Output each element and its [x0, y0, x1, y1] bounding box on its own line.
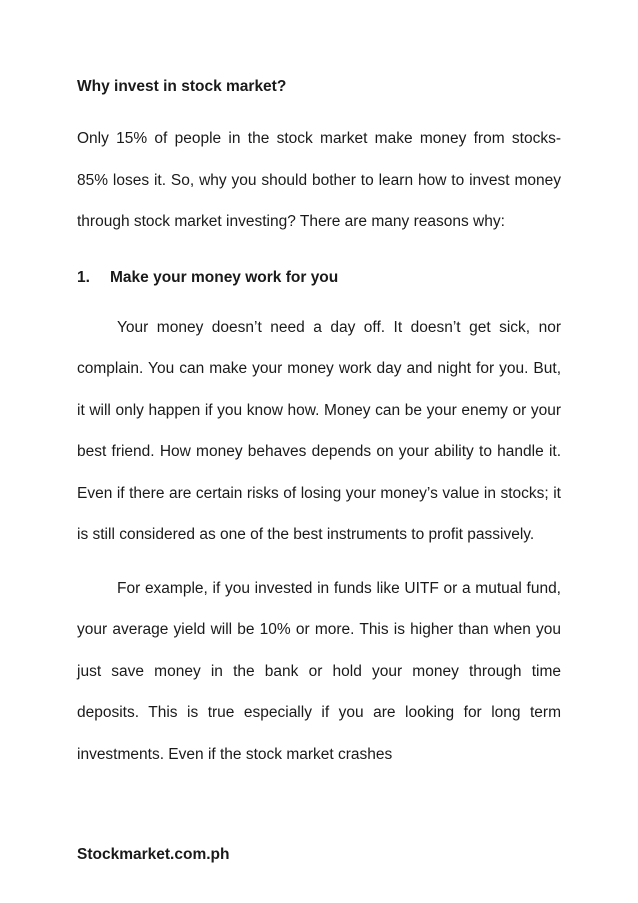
section-title: Make your money work for you [110, 268, 339, 286]
section-paragraph-1: Your money doesn’t need a day off. It doesn’t get sick, nor complain. You can make your money work day and night for you. But, it will only happen if you know how. Money can be your enemy or your best friend. How money behaves depends on your ability to handle it. Even if there are certain risks of losing your money’s value in stocks; it is still considered as one of the best instruments to profit passively. [77, 318, 561, 543]
page-footer: Stockmarket.com.ph [77, 846, 230, 863]
paragraph-spacer [77, 556, 561, 568]
document-heading: Why invest in stock market? [77, 78, 287, 95]
intro-paragraph: Only 15% of people in the stock market make money from stocks- 85% loses it. So, why you should bother to learn how to invest money through stock market investing? There are many reasons why: [77, 130, 561, 230]
document-body [77, 74, 561, 775]
section-number: 1. [77, 268, 90, 286]
section-paragraph-2: For example, if you invested in funds like UITF or a mutual fund, your average yield will be 10% or more. This is higher than when you just save money in the bank or hold your money through time deposits. This is true especially if you are looking for long term investments. Even if the stock market crashes [77, 579, 561, 763]
section-heading [77, 265, 561, 291]
